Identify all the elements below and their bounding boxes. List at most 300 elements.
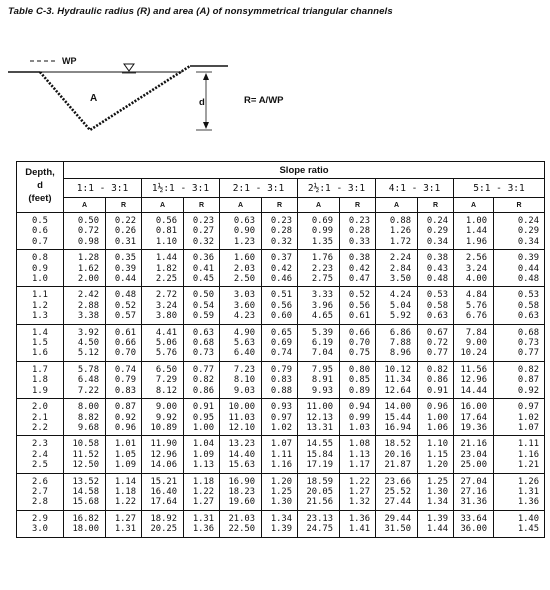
area-cell — [220, 473, 262, 510]
area-column-header: A — [298, 198, 340, 213]
radius-value: 0.52 — [114, 300, 136, 311]
area-cell — [220, 436, 262, 473]
radius-value: 0.61 — [348, 311, 370, 322]
radius-value: 0.69 — [270, 338, 292, 349]
area-value: 5.06 — [155, 338, 177, 349]
radius-cell — [184, 250, 220, 287]
radius-value: 0.50 — [192, 290, 214, 301]
area-value: 14.58 — [72, 486, 99, 497]
area-value: 3.80 — [155, 311, 177, 322]
area-cell — [64, 473, 106, 510]
radius-cell — [418, 287, 454, 324]
area-value: 12.96 — [460, 375, 487, 386]
radius-column-header: R — [494, 198, 545, 213]
radius-value: 1.02 — [517, 412, 540, 423]
area-cell — [376, 213, 418, 250]
radius-value: 0.54 — [192, 300, 214, 311]
area-cell — [220, 361, 262, 398]
area-value: 4.00 — [465, 274, 487, 285]
area-value: 5.12 — [77, 348, 99, 359]
radius-cell — [184, 510, 220, 537]
area-value: 31.36 — [460, 497, 487, 508]
radius-value: 0.28 — [348, 226, 370, 237]
area-cell — [298, 324, 340, 361]
radius-value: 0.48 — [517, 274, 540, 285]
radius-value: 0.35 — [114, 253, 136, 264]
radius-value: 0.95 — [192, 412, 214, 423]
area-value: 7.22 — [77, 385, 99, 396]
radius-value: 0.58 — [517, 300, 540, 311]
radius-value: 1.26 — [517, 476, 540, 487]
depth-value: 3.0 — [32, 524, 48, 535]
depth-cell — [17, 250, 64, 287]
radius-value: 0.39 — [517, 253, 540, 264]
radius-cell — [340, 510, 376, 537]
radius-value: 1.34 — [426, 497, 448, 508]
area-value: 2.25 — [155, 274, 177, 285]
area-value: 20.05 — [306, 486, 333, 497]
area-value: 1.72 — [389, 236, 411, 247]
radius-value: 0.45 — [192, 274, 214, 285]
area-value: 18.52 — [384, 439, 411, 450]
radius-value: 0.59 — [192, 311, 214, 322]
area-value: 3.96 — [311, 300, 333, 311]
depth-value: 2.7 — [32, 486, 48, 497]
data-table-wrapper — [16, 161, 544, 538]
radius-value: 0.92 — [114, 412, 136, 423]
radius-value: 0.46 — [270, 274, 292, 285]
area-value: 4.84 — [465, 290, 487, 301]
radius-value: 0.34 — [426, 236, 448, 247]
radius-value: 0.44 — [114, 274, 136, 285]
radius-value: 0.42 — [270, 263, 292, 274]
depth-value: 2.4 — [32, 449, 48, 460]
area-value: 4.50 — [77, 338, 99, 349]
radius-cell — [340, 436, 376, 473]
area-value: 5.04 — [389, 300, 411, 311]
radius-value: 0.53 — [426, 290, 448, 301]
area-value: 18.92 — [150, 513, 177, 524]
radius-value: 1.31 — [114, 524, 136, 535]
area-value: 13.31 — [306, 422, 333, 433]
radius-value: 0.89 — [348, 385, 370, 396]
area-value: 4.65 — [311, 311, 333, 322]
radius-value: 0.29 — [517, 226, 540, 237]
area-cell — [454, 324, 494, 361]
depth-value: 1.5 — [32, 338, 48, 349]
area-value: 14.00 — [384, 402, 411, 413]
radius-value: 0.58 — [426, 300, 448, 311]
radius-cell — [494, 510, 545, 537]
radius-value: 0.93 — [270, 402, 292, 413]
area-value: 13.23 — [228, 439, 255, 450]
area-cell — [298, 399, 340, 436]
radius-value: 0.34 — [517, 236, 540, 247]
area-cell — [142, 436, 184, 473]
area-cell — [64, 324, 106, 361]
area-value: 14.06 — [150, 460, 177, 471]
area-value: 2.75 — [311, 274, 333, 285]
radius-value: 0.97 — [517, 402, 540, 413]
area-value: 15.44 — [384, 412, 411, 423]
depth-header — [17, 162, 64, 213]
area-value: 0.99 — [311, 226, 333, 237]
area-value: 15.63 — [228, 460, 255, 471]
area-cell — [220, 287, 262, 324]
table-row — [17, 250, 545, 287]
area-value: 21.56 — [306, 497, 333, 508]
radius-value: 0.52 — [348, 290, 370, 301]
slope-ratio-header: Slope ratio — [64, 162, 545, 179]
area-value: 8.12 — [155, 385, 177, 396]
radius-cell — [184, 399, 220, 436]
radius-value: 0.31 — [114, 236, 136, 247]
table-row — [17, 361, 545, 398]
radius-value: 0.83 — [114, 385, 136, 396]
area-value: 2.00 — [77, 274, 99, 285]
radius-value: 0.56 — [270, 300, 292, 311]
area-value: 3.38 — [77, 311, 99, 322]
area-cell — [142, 324, 184, 361]
radius-cell — [494, 473, 545, 510]
area-value: 27.04 — [460, 476, 487, 487]
area-value: 5.76 — [465, 300, 487, 311]
area-value: 5.39 — [311, 327, 333, 338]
area-value: 0.56 — [155, 216, 177, 226]
area-value: 4.90 — [233, 327, 255, 338]
radius-value: 1.22 — [192, 486, 214, 497]
radius-value: 0.27 — [192, 226, 214, 237]
radius-value: 0.44 — [517, 263, 540, 274]
depth-value: 0.5 — [32, 216, 48, 226]
slope-range-header: 4:1 - 3:1 — [376, 179, 454, 198]
radius-value: 0.26 — [114, 226, 136, 237]
area-value: 9.92 — [155, 412, 177, 423]
table-row — [17, 473, 545, 510]
area-value: 6.40 — [233, 348, 255, 359]
depth-value: 2.5 — [32, 460, 48, 471]
area-value: 23.66 — [384, 476, 411, 487]
radius-value: 0.57 — [114, 311, 136, 322]
radius-value: 0.38 — [426, 253, 448, 264]
radius-cell — [184, 287, 220, 324]
radius-cell — [106, 250, 142, 287]
table-row — [17, 436, 545, 473]
depth-value: 0.6 — [32, 226, 48, 237]
radius-cell — [106, 324, 142, 361]
radius-value: 1.36 — [517, 497, 540, 508]
radius-value: 0.99 — [348, 412, 370, 423]
area-value: 2.88 — [77, 300, 99, 311]
radius-cell — [184, 213, 220, 250]
radius-value: 0.77 — [517, 348, 540, 359]
channel-diagram — [0, 40, 550, 140]
radius-value: 0.91 — [192, 402, 214, 413]
radius-value: 0.37 — [270, 253, 292, 264]
radius-value: 1.39 — [270, 524, 292, 535]
area-cell — [220, 250, 262, 287]
depth-header-line: (feet) — [28, 193, 52, 204]
area-value: 0.50 — [77, 216, 99, 226]
area-cell — [142, 213, 184, 250]
radius-value: 0.74 — [270, 348, 292, 359]
radius-column-header: R — [418, 198, 454, 213]
depth-value: 0.8 — [32, 253, 48, 264]
area-value: 18.59 — [306, 476, 333, 487]
radius-value: 0.73 — [517, 338, 540, 349]
radius-cell — [340, 250, 376, 287]
depth-cell — [17, 436, 64, 473]
area-value: 14.55 — [306, 439, 333, 450]
area-value: 19.60 — [228, 497, 255, 508]
area-value: 31.50 — [384, 524, 411, 535]
area-value: 8.91 — [311, 375, 333, 386]
radius-cell — [262, 399, 298, 436]
area-value: 6.86 — [389, 327, 411, 338]
channel-section — [40, 66, 190, 130]
radius-value: 0.61 — [114, 327, 136, 338]
area-value: 0.98 — [77, 236, 99, 247]
radius-value: 0.79 — [270, 364, 292, 375]
area-column-header: A — [64, 198, 106, 213]
area-value: 2.50 — [233, 274, 255, 285]
area-value: 17.19 — [306, 460, 333, 471]
wp-label: WP — [62, 56, 77, 66]
depth-value: 1.2 — [32, 300, 48, 311]
depth-cell — [17, 287, 64, 324]
radius-value: 0.66 — [114, 338, 136, 349]
radius-cell — [184, 473, 220, 510]
area-cell — [454, 250, 494, 287]
area-value: 18.00 — [72, 524, 99, 535]
depth-header-line: d — [37, 180, 43, 191]
radius-cell — [184, 324, 220, 361]
radius-value: 1.13 — [348, 449, 370, 460]
area-cell — [376, 250, 418, 287]
area-cell — [298, 436, 340, 473]
radius-column-header: R — [340, 198, 376, 213]
depth-cell — [17, 399, 64, 436]
area-cell — [376, 399, 418, 436]
area-value: 3.60 — [233, 300, 255, 311]
area-cell — [64, 250, 106, 287]
radius-value: 1.00 — [426, 412, 448, 423]
radius-cell — [262, 287, 298, 324]
area-value: 23.04 — [460, 449, 487, 460]
depth-value: 1.7 — [32, 364, 48, 375]
radius-value: 0.77 — [426, 348, 448, 359]
radius-value: 1.07 — [517, 422, 540, 433]
radius-value: 1.02 — [270, 422, 292, 433]
area-value: 2.03 — [233, 263, 255, 274]
radius-value: 0.80 — [348, 364, 370, 375]
area-value: 2.72 — [155, 290, 177, 301]
radius-value: 0.85 — [348, 375, 370, 386]
area-value: 8.82 — [77, 412, 99, 423]
area-value: 4.24 — [389, 290, 411, 301]
radius-value: 0.70 — [348, 338, 370, 349]
hydraulic-table — [16, 161, 545, 538]
radius-cell — [494, 250, 545, 287]
radius-cell — [340, 399, 376, 436]
area-cell — [142, 250, 184, 287]
area-cell — [298, 250, 340, 287]
radius-value: 0.48 — [114, 290, 136, 301]
area-value: 1.62 — [77, 263, 99, 274]
radius-cell — [418, 473, 454, 510]
radius-value: 1.00 — [192, 422, 214, 433]
depth-value: 1.9 — [32, 385, 48, 396]
area-cell — [376, 473, 418, 510]
depth-value: 1.8 — [32, 375, 48, 386]
radius-value: 1.11 — [270, 449, 292, 460]
depth-value: 2.2 — [32, 422, 48, 433]
radius-value: 0.33 — [348, 236, 370, 247]
radius-value: 0.39 — [114, 263, 136, 274]
area-value: 16.90 — [228, 476, 255, 487]
radius-cell — [340, 213, 376, 250]
area-cell — [454, 213, 494, 250]
radius-value: 1.16 — [270, 460, 292, 471]
area-value: 0.88 — [389, 216, 411, 226]
radius-cell — [340, 473, 376, 510]
area-value: 1.10 — [155, 236, 177, 247]
radius-value: 0.47 — [348, 274, 370, 285]
depth-value: 1.4 — [32, 327, 48, 338]
radius-value: 1.07 — [270, 439, 292, 450]
radius-cell — [106, 287, 142, 324]
radius-value: 1.25 — [270, 486, 292, 497]
radius-value: 1.22 — [348, 476, 370, 487]
radius-value: 1.08 — [348, 439, 370, 450]
area-value: 11.56 — [460, 364, 487, 375]
radius-value: 0.32 — [192, 236, 214, 247]
radius-cell — [106, 473, 142, 510]
radius-cell — [262, 213, 298, 250]
area-cell — [64, 399, 106, 436]
radius-value: 1.40 — [517, 513, 540, 524]
depth-value: 1.6 — [32, 348, 48, 359]
area-value: 16.82 — [72, 513, 99, 524]
area-value: 11.03 — [228, 412, 255, 423]
radius-value: 0.87 — [517, 375, 540, 386]
area-value: 7.04 — [311, 348, 333, 359]
radius-value: 0.36 — [192, 253, 214, 264]
depth-label: d — [199, 97, 205, 108]
area-column-header: A — [142, 198, 184, 213]
area-value: 16.00 — [460, 402, 487, 413]
area-value: 11.34 — [384, 375, 411, 386]
radius-value: 1.36 — [192, 524, 214, 535]
area-value: 12.10 — [228, 422, 255, 433]
radius-value: 0.86 — [192, 385, 214, 396]
radius-cell — [106, 213, 142, 250]
radius-value: 0.23 — [348, 216, 370, 226]
depth-cell — [17, 510, 64, 537]
radius-value: 1.04 — [192, 439, 214, 450]
area-cell — [376, 324, 418, 361]
area-value: 8.10 — [233, 375, 255, 386]
area-value: 11.90 — [150, 439, 177, 450]
radius-value: 1.06 — [426, 422, 448, 433]
radius-value: 1.31 — [192, 513, 214, 524]
area-cell — [454, 436, 494, 473]
area-cell — [220, 399, 262, 436]
area-value: 8.00 — [77, 402, 99, 413]
radius-value: 0.94 — [348, 402, 370, 413]
water-level-symbol — [124, 64, 134, 71]
area-cell — [298, 361, 340, 398]
radius-column-header: R — [106, 198, 142, 213]
area-label: A — [90, 93, 98, 104]
radius-cell — [262, 361, 298, 398]
depth-value: 2.3 — [32, 439, 48, 450]
area-value: 2.84 — [389, 263, 411, 274]
radius-value: 1.41 — [348, 524, 370, 535]
area-value: 14.40 — [228, 449, 255, 460]
radius-value: 0.23 — [270, 216, 292, 226]
area-value: 0.72 — [77, 226, 99, 237]
radius-column-header: R — [184, 198, 220, 213]
radius-value: 0.79 — [114, 375, 136, 386]
radius-value: 0.72 — [426, 338, 448, 349]
depth-value: 1.3 — [32, 311, 48, 322]
area-value: 17.64 — [460, 412, 487, 423]
radius-cell — [494, 436, 545, 473]
area-cell — [376, 436, 418, 473]
depth-value: 2.9 — [32, 513, 48, 524]
area-value: 21.87 — [384, 460, 411, 471]
depth-value: 2.0 — [32, 402, 48, 413]
depth-value: 2.8 — [32, 497, 48, 508]
area-value: 3.03 — [233, 290, 255, 301]
area-value: 3.24 — [465, 263, 487, 274]
radius-value: 1.21 — [517, 460, 540, 471]
area-value: 15.21 — [150, 476, 177, 487]
area-cell — [454, 361, 494, 398]
radius-value: 0.83 — [270, 375, 292, 386]
area-value: 5.78 — [77, 364, 99, 375]
area-cell — [298, 213, 340, 250]
radius-cell — [184, 436, 220, 473]
radius-cell — [494, 361, 545, 398]
area-value: 14.44 — [460, 385, 487, 396]
radius-value: 0.97 — [270, 412, 292, 423]
area-value: 12.64 — [384, 385, 411, 396]
radius-value: 0.32 — [270, 236, 292, 247]
radius-value: 0.91 — [426, 385, 448, 396]
radius-value: 1.18 — [114, 486, 136, 497]
radius-value: 0.96 — [426, 402, 448, 413]
area-value: 10.58 — [72, 439, 99, 450]
radius-cell — [262, 510, 298, 537]
radius-value: 1.27 — [114, 513, 136, 524]
radius-value: 1.45 — [517, 524, 540, 535]
radius-cell — [418, 436, 454, 473]
area-value: 12.50 — [72, 460, 99, 471]
area-value: 1.35 — [311, 236, 333, 247]
area-value: 24.75 — [306, 524, 333, 535]
area-value: 15.68 — [72, 497, 99, 508]
area-value: 0.69 — [311, 216, 333, 226]
depth-cell — [17, 324, 64, 361]
radius-value: 1.11 — [517, 439, 540, 450]
radius-value: 0.28 — [270, 226, 292, 237]
area-cell — [220, 213, 262, 250]
radius-value: 0.86 — [426, 375, 448, 386]
area-value: 10.24 — [460, 348, 487, 359]
area-value: 1.28 — [77, 253, 99, 264]
